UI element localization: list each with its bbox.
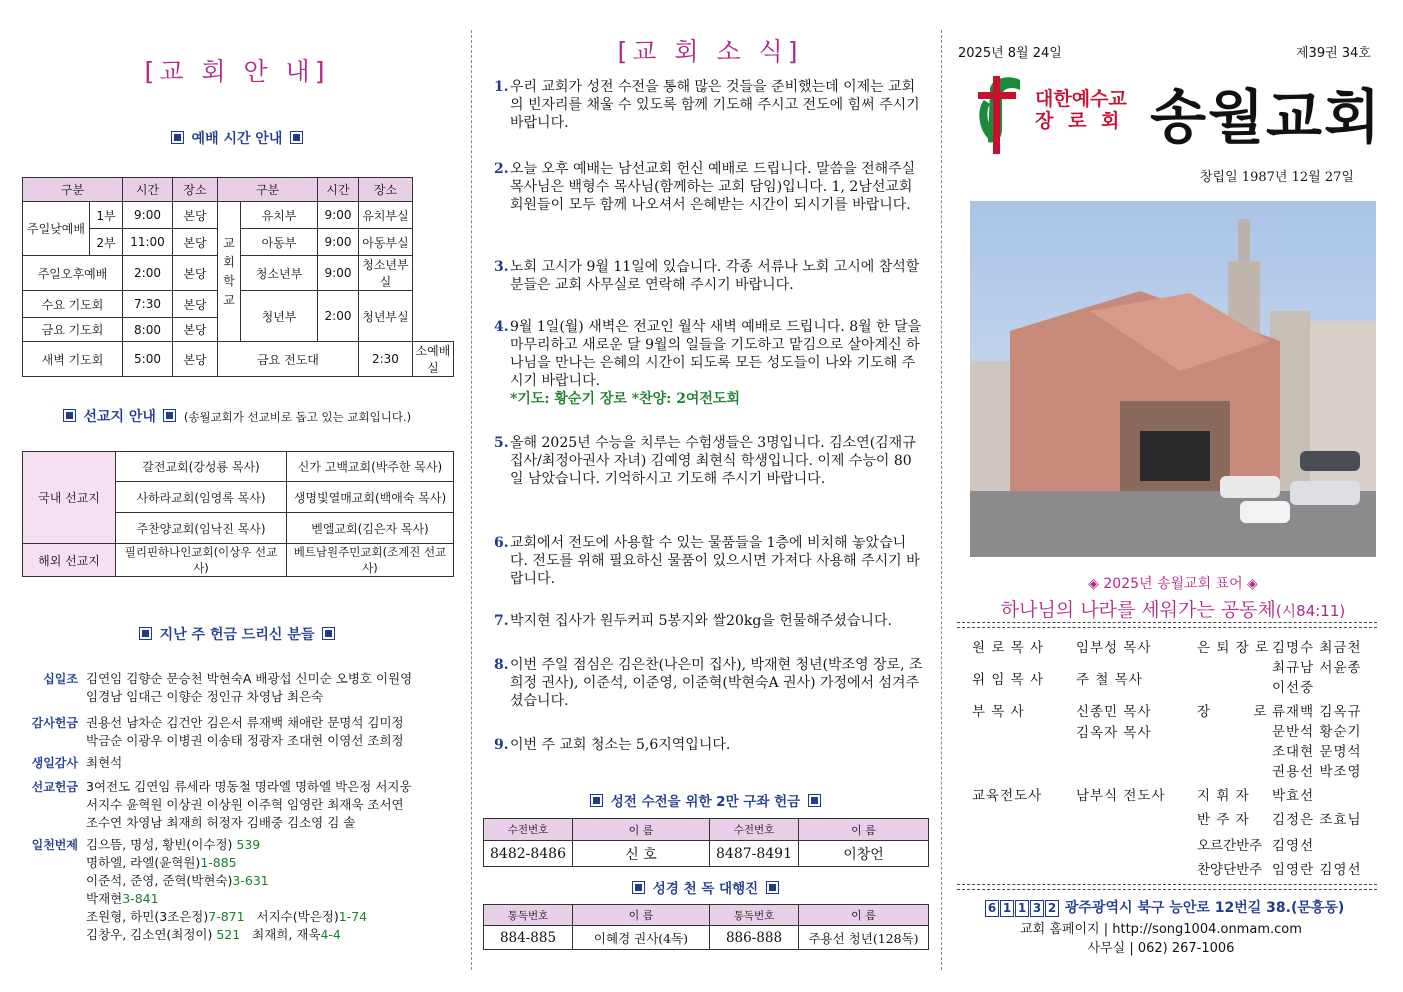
denomination [1035,88,1127,132]
offering-names: 최재희, 재욱 [252,927,321,942]
zip-digit: 6 [985,900,999,917]
news-number: 3. [494,259,509,275]
square-bullet-icon [766,881,779,894]
column-divider [471,30,472,970]
staff-name: 김정은 조효님 [1272,812,1362,828]
th: 이 름 [799,819,929,841]
staff-role: 지 휘 자 [1197,788,1250,804]
church-building-image [970,201,1376,557]
staff-name: 문반석 황순기 [1272,724,1362,740]
news-text: 이번 주일 점심은 김은찬(나은미 집사), 박재현 청년(박조영 장로, 조희정 권사), 이준석, 이준영, 이준혁(박현숙A 권사) 가정에서 섬겨주셨습니다. [510,657,923,709]
news-item [494,258,924,294]
zip-digit: 2 [1045,900,1059,917]
th: 구분 [218,178,318,202]
cell: 청소년부실 [359,256,413,291]
cell: 9:00 [318,202,359,229]
cell: 주용선 청년(128독) [799,926,929,950]
news-item [494,612,924,630]
bible-title [483,877,928,897]
diamond-icon: ◈ [1247,576,1258,592]
diamond-icon: ◈ [1088,576,1099,592]
middle-title: [교 회 소 식] [617,37,803,66]
staff-name: 김영선 [1272,838,1315,854]
cell: 8487-8491 [710,841,799,867]
news-list [494,78,930,768]
news-item [494,318,924,408]
mission-note: (송월교회가 선교비로 돕고 있는 교회입니다.) [183,410,412,424]
cell: 본당 [173,291,218,318]
news-number: 5. [494,435,509,451]
news-text: 9월 1일(월) 새벽은 전교인 월삭 새벽 예배로 드립니다. 8월 한 달을 마무리하고 새로운 달 9월의 일들을 기도하고 맡김으로 살아계신 하나님을 만나는 은혜의 시간이 되도록 모든 성도들이 나와 기도해 주시기 바랍니다. [510,319,922,389]
offering-names: 조수연 차영남 최재희 허정자 김배중 김소영 김 솔 [86,815,356,830]
offering-names: 명하엘, 라엘(윤혁원) [86,855,201,870]
offering-count: 521 [216,927,241,942]
staff-name: 신종민 목사 [1076,704,1152,720]
zip-digit: 3 [1030,900,1044,917]
staff-name: 조대현 문명석 [1272,744,1362,760]
cell: 청년부 [241,291,318,342]
cell: 9:00 [123,202,173,229]
offering-label: 일천번제 [31,838,78,852]
square-bullet-icon [590,794,603,807]
news-text: 올해 2025년 수능을 치루는 수험생들은 3명입니다. 김소연(김재규집사/최정아권사 자녀) 김예영 최현식 학생입니다. 이제 수능이 80일 남았습니다. 기억하시고 기도해 주시기 바랍니다. [510,435,916,487]
news-text: 노회 고시가 9월 11일에 있습니다. 각종 서류나 노회 고시에 참석할 분들은 교회 사무실로 연락해 주시기 바랍니다. [510,259,920,293]
offering-count: 1-885 [200,855,237,870]
cell: 유치부실 [359,202,413,229]
cell: 사하라교회(임영록 목사) [116,482,287,513]
offering-title [22,624,452,644]
offering-count: 1-74 [338,909,368,924]
offering-names: 3여전도 김연임 류세라 명동철 명라엘 명하엘 박은정 서지웅 [86,779,412,794]
motto-main: 하나님의 나라를 세워가는 공동체 [1000,599,1276,621]
staff-name: 임부성 목사 [1076,640,1152,656]
th: 이 름 [799,905,929,926]
news-text: 이번 주 교회 청소는 5,6지역입니다. [510,737,731,753]
news-number: 6. [494,535,509,551]
mission-title-text: 선교지 안내 [83,409,156,425]
cell: 8:00 [123,318,173,342]
cell: 884-885 [484,926,573,950]
th: 이 름 [573,819,710,841]
cell: 2:00 [123,256,173,291]
offering-names: 조원형, 하민(3조은정) [86,909,209,924]
staff-role: 오르간반주 [1197,838,1263,854]
offering-names: 권용선 남차순 김건안 김은서 류재백 채애란 문명석 김미정 [86,715,404,730]
cell: 5:00 [123,342,173,377]
cell: 해외 선교지 [23,544,116,577]
staff-name: 김옥자 목사 [1076,725,1152,741]
news-number: 9. [494,737,509,753]
offering-names: 김연임 김향순 문승천 박현숙A 배광섭 신미순 오병호 이원영 [86,671,413,686]
news-item [494,736,924,754]
cell: 금요 전도대 [218,342,359,377]
offering-thanks [28,714,458,750]
cell: 생명빛열매교회(백애숙 목사) [287,482,454,513]
office-phone: 사무실 | 062) 267-1006 [1087,941,1235,956]
cell: 국내 선교지 [23,452,116,544]
school-label-char: 교 [223,292,235,307]
th: 장소 [359,178,413,202]
cell: 이창언 [799,841,929,867]
roof-title [483,790,928,810]
th: 이 름 [573,905,710,926]
th: 시간 [318,178,359,202]
offering-names: 서지수(박은정) [256,909,339,924]
square-bullet-icon [632,881,645,894]
worship-title-text: 예배 시간 안내 [191,131,283,147]
staff-role: 위 임 목 사 [972,672,1045,688]
double-divider [957,884,1377,890]
staff-name: 임영란 김영선 [1272,862,1362,878]
staff-name: 이선중 [1272,680,1315,696]
motto-ref: (시84:11) [1275,602,1346,620]
zip-digit: 1 [1000,900,1014,917]
founded-date: 창립일 1987년 12월 27일 [1200,170,1354,185]
cell: 금요 기도회 [23,318,123,342]
square-bullet-icon [63,409,76,422]
offering-label: 감사헌금 [31,716,78,730]
cell: 9:00 [318,229,359,256]
left-title: [교 회 안 내] [144,57,330,86]
homepage[interactable]: 교회 홈페이지 | http://song1004.onmam.com [1020,922,1302,937]
th: 시간 [123,178,173,202]
church-logo [972,70,1032,155]
bible-title-text: 성경 천 독 대행진 [652,881,759,897]
news-text: 박지현 집사가 원두커피 5봉지와 쌀20kg을 헌물해주셨습니다. [510,613,892,629]
cell-school [218,202,241,342]
offering-names: 박재현 [86,891,123,906]
mission-title [60,406,460,426]
cell: 주찬양교회(임낙진 목사) [116,513,287,544]
offering-names: 임경남 임대근 이향순 정인규 차영남 최은숙 [86,689,324,704]
cell: 본당 [173,318,218,342]
cell: 주일낮예배 [23,202,90,256]
staff-name: 주 철 목사 [1076,672,1143,688]
news-item [494,160,924,214]
staff-role: 원 로 목 사 [972,640,1045,656]
offering-birthday [28,754,458,772]
issue-number: 제39권 34호 [1296,46,1371,61]
cell: 주일오후예배 [23,256,123,291]
school-label-char: 학 [223,273,235,288]
cross-logo-icon [972,70,1032,155]
news-number: 2. [494,161,509,177]
cell: 새벽 기도회 [23,342,123,377]
offering-names: 김으뜸, 명성, 황빈(이수정) [86,837,237,852]
offering-cell [28,836,458,944]
roof-title-text: 성전 수전을 위한 2만 구좌 헌금 [610,794,801,810]
news-item [494,78,924,132]
staff-name: 최규남 서윤종 [1272,660,1362,676]
cell: 9:00 [318,256,359,291]
cell: 본당 [173,229,218,256]
bulletin-date: 2025년 8월 24일 [958,46,1062,61]
th: 수전번호 [710,819,799,841]
th: 수전번호 [484,819,573,841]
offering-label: 생일감사 [31,756,78,770]
offering-names: 박금순 이광우 이병권 이송태 정광자 조대현 이영선 조희정 [86,733,404,748]
cell: 소예배실 [412,342,453,377]
cell: 수요 기도회 [23,291,123,318]
news-item [494,656,924,710]
school-label-char: 회 [223,254,235,269]
mission-table [22,451,454,577]
offering-label: 십일조 [43,672,78,686]
cell: 베트남원주민교회(조계진 선교사) [287,544,454,577]
cell: 본당 [173,202,218,229]
staff-name: 남부식 전도사 [1076,788,1166,804]
address: 광주광역시 북구 능안로 12번길 38.(문흥동) [1064,900,1345,916]
square-bullet-icon [290,131,303,144]
square-bullet-icon [808,794,821,807]
staff-role: 반 주 자 [1197,812,1250,828]
cell: 청년부실 [359,291,413,342]
staff-role: 장 로 [1197,704,1268,720]
cell: 7:30 [123,291,173,318]
cell: 본당 [173,256,218,291]
roof-table [483,818,929,867]
offering-count: 4-4 [320,927,341,942]
cell: 필리핀하나인교회(이상우 선교사) [116,544,287,577]
news-text: 오늘 오후 예배는 남선교회 헌신 예배로 드립니다. 말씀을 전해주실 목사님은 백형수 목사님(함께하는 교회 담임)입니다. 1, 2남선교회 회원들이 모두 함께 나오셔서 은혜받는 시간이 되시기를 바랍니다. [510,161,916,213]
motto [970,595,1376,622]
cell: 아동부 [241,229,318,256]
school-label-char: 교 [223,235,235,250]
cell: 벧엘교회(김은자 목사) [287,513,454,544]
staff-name: 류재백 김옥규 [1272,704,1362,720]
column-divider [941,30,942,970]
worship-title [22,128,452,148]
news-number: 8. [494,657,509,673]
cell: 유치부 [241,202,318,229]
staff-role: 찬양단반주 [1197,862,1263,878]
cell: 신가 고백교회(박주한 목사) [287,452,454,482]
square-bullet-icon [139,627,152,640]
church-name: 송월교회 [1150,83,1383,151]
cell: 11:00 [123,229,173,256]
square-bullet-icon [322,627,335,640]
cell: 1부 [90,202,123,229]
staff-role: 은 퇴 장 로 [1197,640,1270,656]
cell: 886-888 [710,926,799,950]
staff-name: 박효선 [1272,788,1315,804]
th: 통독번호 [484,905,573,926]
staff-role: 부 목 사 [972,704,1025,720]
denomination-line: 장 로 회 [1035,110,1124,132]
cell: 갈전교회(강성룡 목사) [116,452,287,482]
th: 장소 [173,178,218,202]
cell: 이혜경 권사(4독) [573,926,710,950]
address-line [985,897,1365,917]
cell: 청소년부 [241,256,318,291]
offering-names: 김창우, 김소연(최정이) [86,927,217,942]
square-bullet-icon [163,409,176,422]
motto-title [970,573,1376,593]
th: 통독번호 [710,905,799,926]
offering-names: 최현석 [86,755,123,770]
offering-title-text: 지난 주 헌금 드리신 분들 [159,627,315,643]
staff-name: 권용선 박조영 [1272,764,1362,780]
offering-names: 이준석, 준영, 준혁(박현숙) [86,873,233,888]
motto-title-text: 2025년 송월교회 표어 [1103,576,1243,592]
zip-digit: 1 [1015,900,1029,917]
news-item [494,434,924,488]
denomination-line: 대한예수교 [1035,88,1127,110]
cell: 신 호 [573,841,710,867]
offering-count: 7-871 [208,909,245,924]
cell: 8482-8486 [484,841,573,867]
offering-count: 3-841 [122,891,159,906]
zip-code [985,900,1060,916]
prayer-note: *기도: 황순기 장로 *찬양: 2여전도회 [510,391,741,407]
cell: 2부 [90,229,123,256]
news-number: 7. [494,613,509,629]
offering-count: 539 [236,837,261,852]
th: 구분 [23,178,123,202]
cell: 본당 [173,342,218,377]
news-number: 4. [494,319,509,335]
news-number: 1. [494,79,509,95]
cell: 2:00 [318,291,359,342]
staff-role: 교육전도사 [972,788,1043,804]
cell: 아동부실 [359,229,413,256]
church-photo [970,201,1376,557]
offering-mission [28,778,458,832]
worship-table [22,177,454,377]
cell: 2:30 [359,342,413,377]
offering-tithe [28,670,458,706]
news-text: 우리 교회가 성전 수전을 통해 많은 것들을 준비했는데 이제는 교회의 빈자리를 채울 수 있도록 함께 기도해 주시고 전도에 힘써 주시기 바랍니다. [510,79,920,131]
news-item [494,534,924,588]
bible-table [483,904,929,950]
school-label [220,234,238,310]
staff-name: 김명수 최금천 [1272,640,1362,656]
square-bullet-icon [171,131,184,144]
offering-names: 서지수 윤혁원 이상권 이상원 이주혁 임영란 최재욱 조서연 [86,797,404,812]
double-divider [957,622,1377,628]
offering-label: 선교헌금 [31,780,78,794]
news-text: 교회에서 전도에 사용할 수 있는 물품들을 1층에 비치해 놓았습니다. 전도를 위해 필요하신 물품이 있으시면 가져다 사용해 주시기 바랍니다. [510,535,920,587]
offering-count: 3-631 [232,873,269,888]
